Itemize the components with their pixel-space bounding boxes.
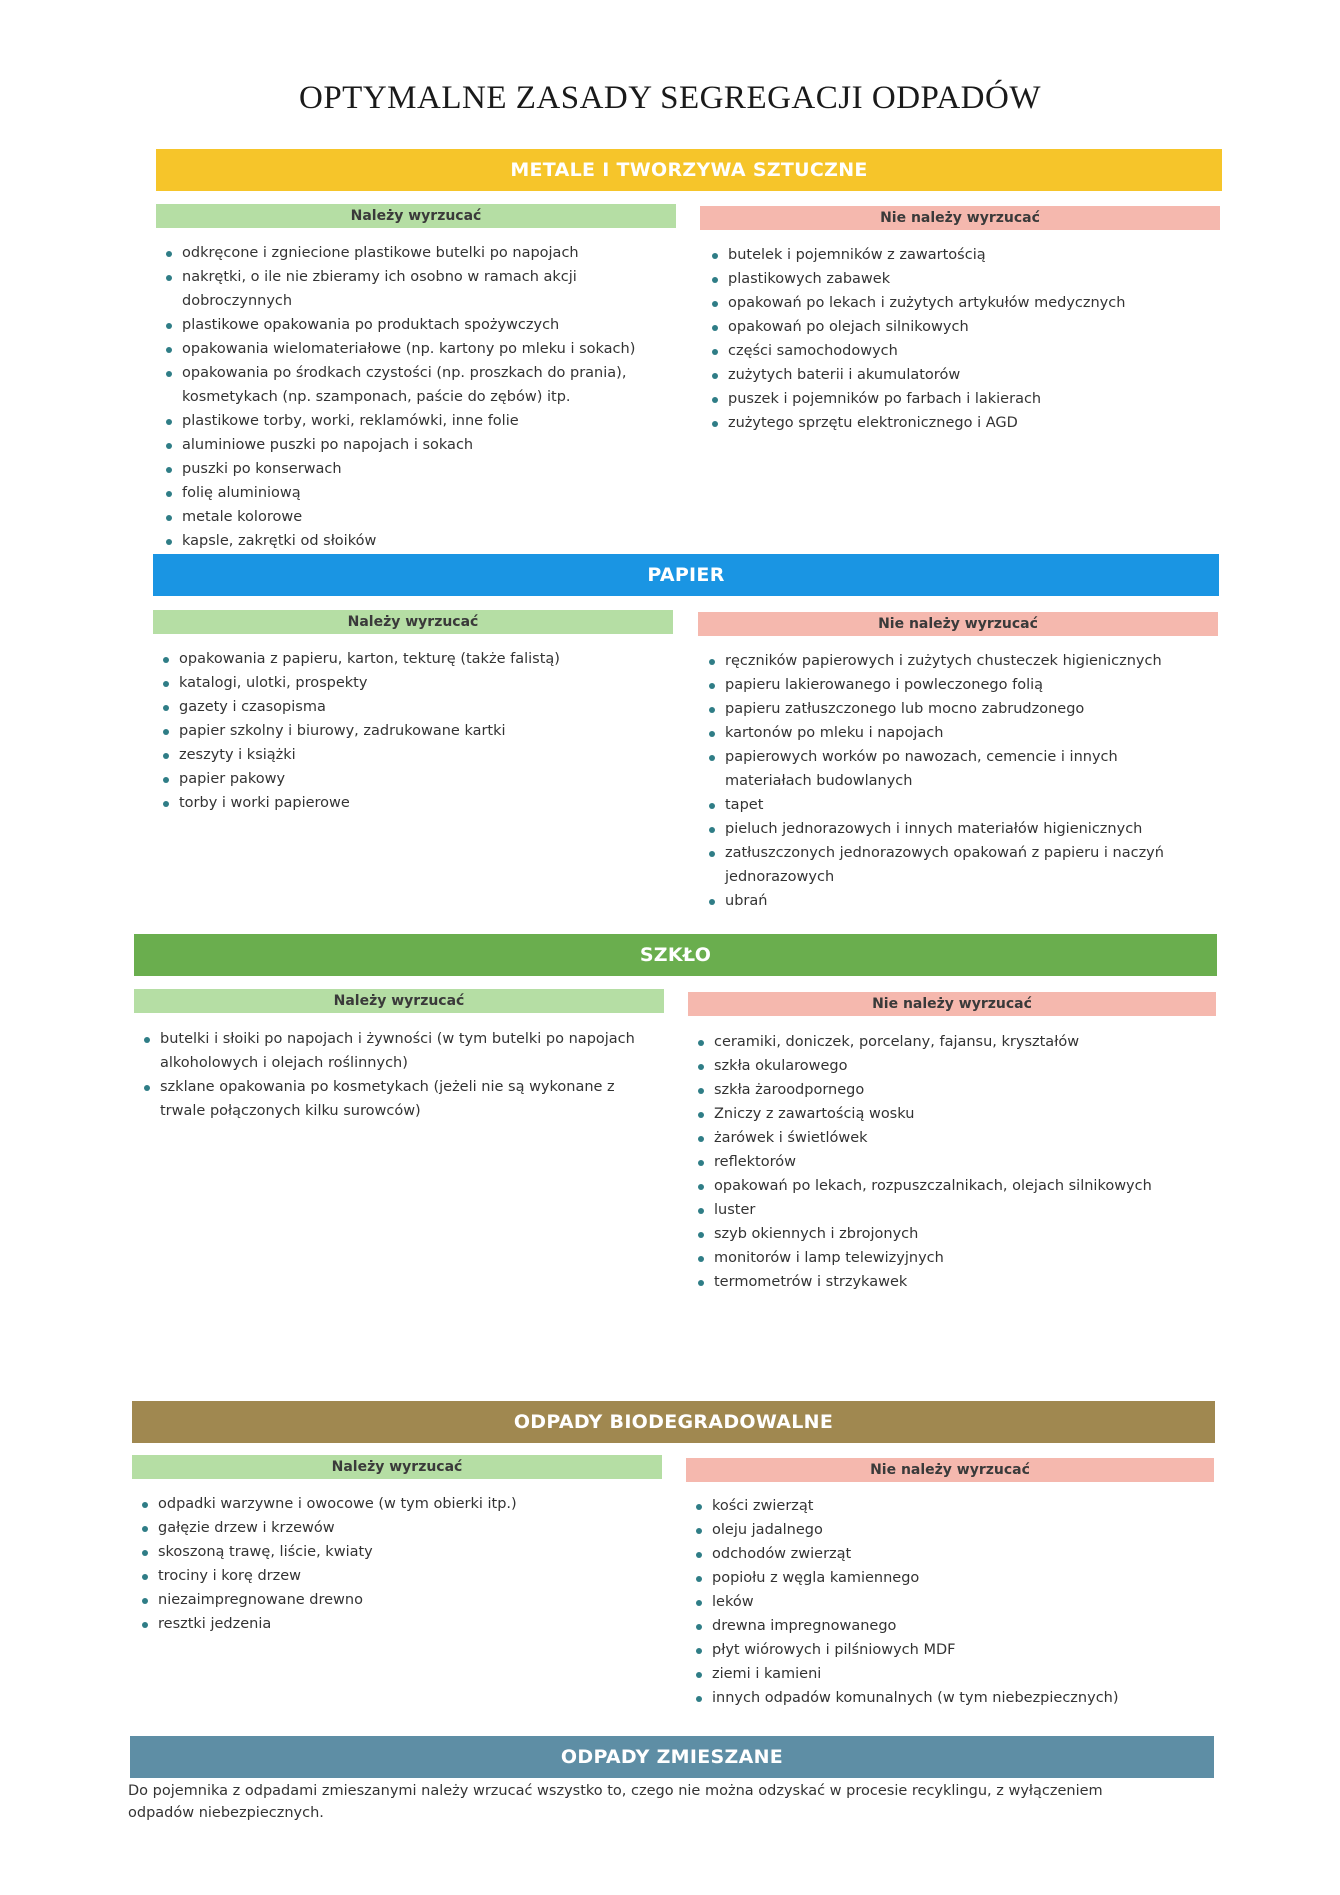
list-item: płyt wiórowych i pilśniowych MDF — [694, 1638, 1214, 1662]
list-item: papieru lakierowanego i powleczonego folią — [707, 673, 1207, 697]
list-item: plastikowe torby, worki, reklamówki, inne folie — [164, 409, 664, 433]
mixed-description: Do pojemnika z odpadami zmieszanymi należy wrzucać wszystko to, czego nie można odzyskać w procesie recyklingu, z wyłączeniem odpadów niebezpiecznych. — [128, 1783, 1103, 1821]
list-item: kartonów po mleku i napojach — [707, 721, 1207, 745]
metal-no-list — [710, 243, 1210, 435]
bio-no-header: Nie należy wyrzucać — [686, 1458, 1214, 1482]
paper-no-list — [707, 649, 1207, 913]
list-item: oleju jadalnego — [694, 1518, 1214, 1542]
list-item: kości zwierząt — [694, 1494, 1214, 1518]
list-item: skoszoną trawę, liście, kwiaty — [140, 1540, 660, 1564]
list-item: pieluch jednorazowych i innych materiałów higienicznych — [707, 817, 1207, 841]
list-item: katalogi, ulotki, prospekty — [161, 671, 661, 695]
list-item: szyb okiennych i zbrojonych — [696, 1222, 1216, 1246]
bio-banner: ODPADY BIODEGRADOWALNE — [132, 1401, 1215, 1443]
list-item: butelki i słoiki po napojach i żywności (w tym butelki po napojach alkoholowych i olejach roślinnych) — [142, 1027, 662, 1075]
list-item: odpadki warzywne i owocowe (w tym obierki itp.) — [140, 1492, 660, 1516]
list-item: szkła żaroodpornego — [696, 1078, 1216, 1102]
paper-banner: PAPIER — [153, 554, 1219, 596]
list-item: szklane opakowania po kosmetykach (jeżeli nie są wykonane z trwale połączonych kilku surowców) — [142, 1075, 662, 1123]
list-item: plastikowe opakowania po produktach spożywczych — [164, 313, 664, 337]
list-item: papier szkolny i biurowy, zadrukowane kartki — [161, 719, 661, 743]
list-item: gazety i czasopisma — [161, 695, 661, 719]
paper-yes-header: Należy wyrzucać — [153, 610, 673, 634]
list-item: niezaimpregnowane drewno — [140, 1588, 660, 1612]
list-item: metale kolorowe — [164, 505, 664, 529]
list-item: zeszyty i książki — [161, 743, 661, 767]
list-item: drewna impregnowanego — [694, 1614, 1214, 1638]
list-item: kapsle, zakrętki od słoików — [164, 529, 664, 553]
list-item: opakowania wielomateriałowe (np. kartony po mleku i sokach) — [164, 337, 664, 361]
metal-no-header: Nie należy wyrzucać — [700, 206, 1220, 230]
list-item: puszek i pojemników po farbach i lakierach — [710, 387, 1210, 411]
list-item: opakowania z papieru, karton, tekturę (także falistą) — [161, 647, 661, 671]
list-item: butelek i pojemników z zawartością — [710, 243, 1210, 267]
list-item: aluminiowe puszki po napojach i sokach — [164, 433, 664, 457]
list-item: opakowania po środkach czystości (np. proszkach do prania), kosmetykach (np. szamponach, paście do zębów) itp. — [164, 361, 664, 409]
list-item: tapet — [707, 793, 1207, 817]
list-item: popiołu z węgla kamiennego — [694, 1566, 1214, 1590]
bio-yes-header: Należy wyrzucać — [132, 1455, 662, 1479]
list-item: opakowań po lekach, rozpuszczalnikach, olejach silnikowych — [696, 1174, 1216, 1198]
list-item: leków — [694, 1590, 1214, 1614]
list-item: papierowych worków po nawozach, cemencie i innych materiałach budowlanych — [707, 745, 1207, 793]
list-item: ceramiki, doniczek, porcelany, fajansu, kryształów — [696, 1030, 1216, 1054]
list-item: gałęzie drzew i krzewów — [140, 1516, 660, 1540]
glass-no-header: Nie należy wyrzucać — [688, 992, 1216, 1016]
list-item: luster — [696, 1198, 1216, 1222]
list-item: papier pakowy — [161, 767, 661, 791]
list-item: zużytego sprzętu elektronicznego i AGD — [710, 411, 1210, 435]
list-item: Zniczy z zawartością wosku — [696, 1102, 1216, 1126]
list-item: odchodów zwierząt — [694, 1542, 1214, 1566]
list-item: torby i worki papierowe — [161, 791, 661, 815]
list-item: ziemi i kamieni — [694, 1662, 1214, 1686]
paper-no-header: Nie należy wyrzucać — [698, 612, 1218, 636]
list-item: opakowań po lekach i zużytych artykułów medycznych — [710, 291, 1210, 315]
paper-yes-list — [161, 647, 661, 815]
list-item: trociny i korę drzew — [140, 1564, 660, 1588]
page-title: OPTYMALNE ZASADY SEGREGACJI ODPADÓW — [298, 80, 1041, 116]
glass-no-list — [696, 1030, 1216, 1294]
list-item: reflektorów — [696, 1150, 1216, 1174]
list-item: monitorów i lamp telewizyjnych — [696, 1246, 1216, 1270]
bio-yes-list — [140, 1492, 660, 1636]
metal-yes-header: Należy wyrzucać — [156, 204, 676, 228]
metal-yes-list — [164, 241, 664, 553]
glass-yes-header: Należy wyrzucać — [134, 989, 664, 1013]
list-item: opakowań po olejach silnikowych — [710, 315, 1210, 339]
list-item: plastikowych zabawek — [710, 267, 1210, 291]
metal-banner: METALE I TWORZYWA SZTUCZNE — [156, 149, 1222, 191]
list-item: zatłuszczonych jednorazowych opakowań z papieru i naczyń jednorazowych — [707, 841, 1207, 889]
glass-banner: SZKŁO — [134, 934, 1217, 976]
list-item: zużytych baterii i akumulatorów — [710, 363, 1210, 387]
list-item: części samochodowych — [710, 339, 1210, 363]
list-item: puszki po konserwach — [164, 457, 664, 481]
list-item: resztki jedzenia — [140, 1612, 660, 1636]
list-item: papieru zatłuszczonego lub mocno zabrudzonego — [707, 697, 1207, 721]
list-item: innych odpadów komunalnych (w tym niebezpiecznych) — [694, 1686, 1214, 1710]
list-item: odkręcone i zgniecione plastikowe butelki po napojach — [164, 241, 664, 265]
list-item: żarówek i świetlówek — [696, 1126, 1216, 1150]
mixed-banner: ODPADY ZMIESZANE — [130, 1736, 1214, 1778]
list-item: folię aluminiową — [164, 481, 664, 505]
bio-no-list — [694, 1494, 1214, 1710]
list-item: termometrów i strzykawek — [696, 1270, 1216, 1294]
list-item: ręczników papierowych i zużytych chusteczek higienicznych — [707, 649, 1207, 673]
list-item: ubrań — [707, 889, 1207, 913]
list-item: szkła okularowego — [696, 1054, 1216, 1078]
glass-yes-list — [142, 1027, 662, 1123]
list-item: nakrętki, o ile nie zbieramy ich osobno w ramach akcji dobroczynnych — [164, 265, 664, 313]
